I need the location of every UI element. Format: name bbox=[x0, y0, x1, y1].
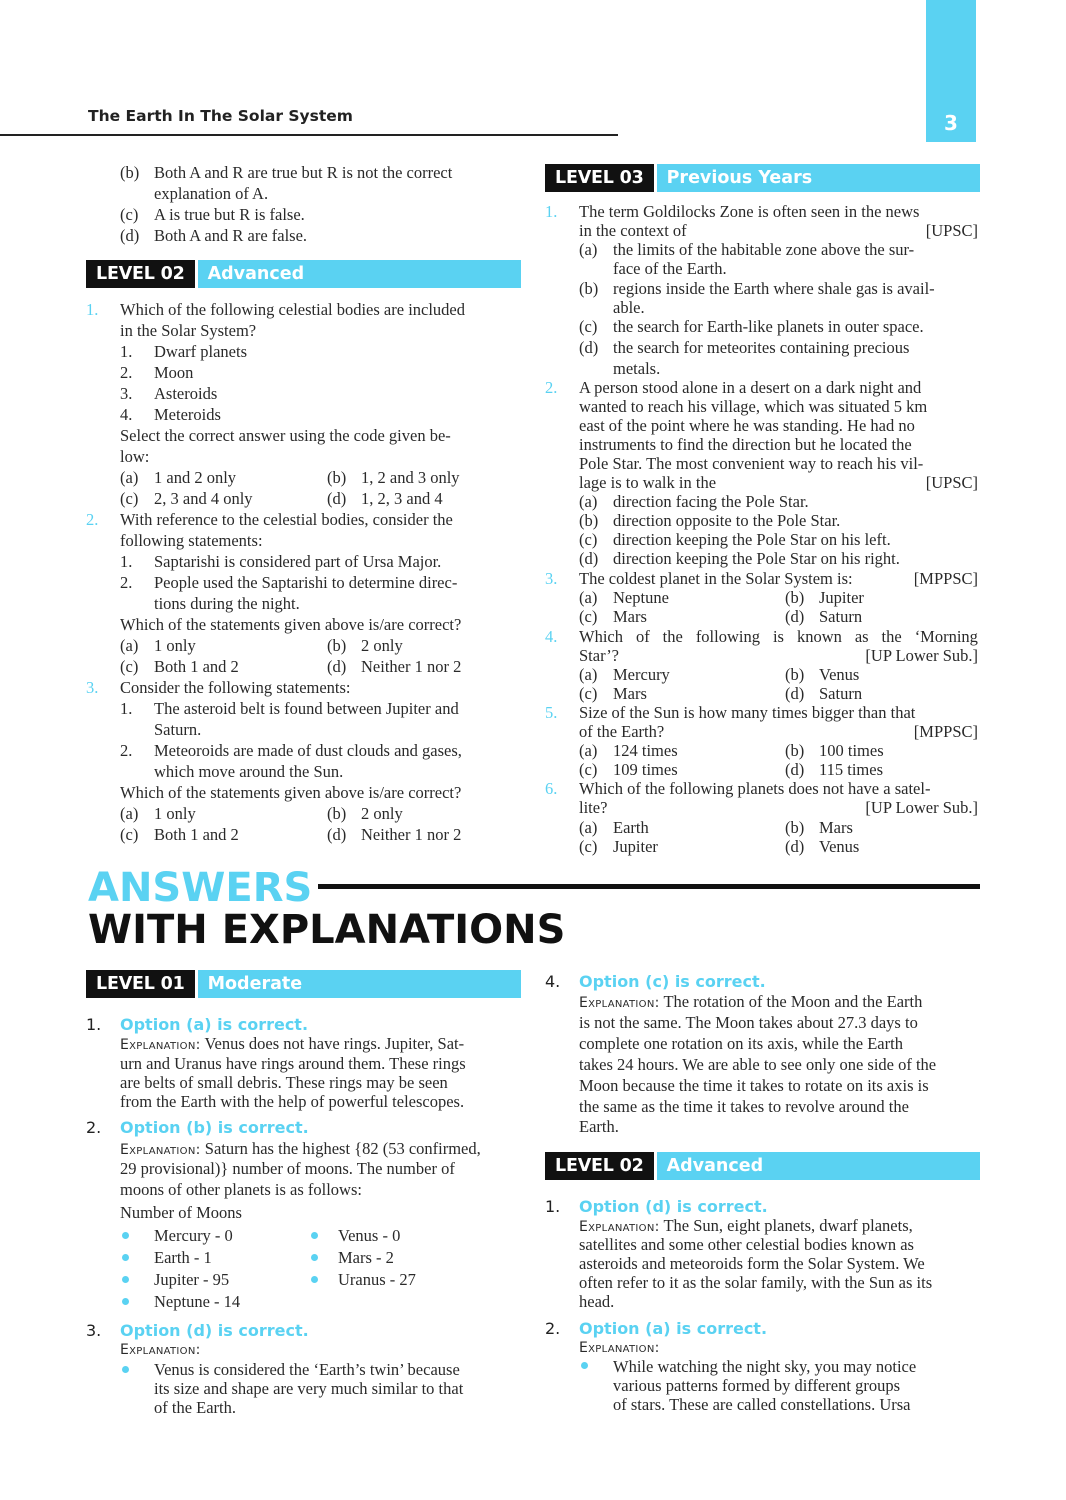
option-label: (b) bbox=[785, 665, 805, 684]
explanation-text: 29 provisional)} number of moons. The number of bbox=[120, 1159, 455, 1178]
explanation-text: head. bbox=[579, 1292, 615, 1311]
answers-subtitle: WITH EXPLANATIONS bbox=[88, 907, 566, 953]
exam-tag: [MPPSC] bbox=[913, 722, 978, 741]
explanation-text: Venus is considered the ‘Earth’s twin’ because bbox=[154, 1360, 460, 1379]
item-number: 3. bbox=[120, 384, 133, 403]
bullet-icon bbox=[122, 1254, 129, 1261]
explanation-text: of stars. These are called constellations. Ursa bbox=[613, 1395, 911, 1414]
explanation-text: moons of other planets is as follows: bbox=[120, 1180, 362, 1199]
level-label: LEVEL 02 bbox=[545, 1152, 654, 1180]
option-text: direction opposite to the Pole Star. bbox=[613, 511, 841, 530]
option-label: (c) bbox=[120, 205, 139, 224]
question-number: 6. bbox=[545, 779, 558, 798]
explanation-text: often refer to it as the solar family, with the Sun as its bbox=[579, 1273, 933, 1292]
question-line bbox=[579, 568, 978, 589]
question-line bbox=[579, 645, 978, 666]
question-number: 1. bbox=[545, 202, 558, 221]
option-text: able. bbox=[613, 298, 645, 317]
level-label: LEVEL 01 bbox=[86, 970, 195, 998]
option-label: (a) bbox=[579, 492, 598, 511]
question-text: Star’? bbox=[579, 646, 620, 665]
option-label: (d) bbox=[785, 684, 805, 703]
explanation-text: urn and Uranus have rings around them. These rings bbox=[120, 1054, 466, 1073]
option-text: Neither 1 nor 2 bbox=[361, 825, 462, 844]
moon-count: Venus - 0 bbox=[338, 1226, 401, 1245]
option-text: 109 times bbox=[613, 760, 678, 779]
answer-number: 2. bbox=[86, 1118, 102, 1137]
option-label: (c) bbox=[579, 530, 598, 549]
explanation-line bbox=[579, 991, 980, 1014]
answer-heading: Option (d) is correct. bbox=[120, 1321, 309, 1340]
question-text: Which of the statements given above is/are correct? bbox=[120, 783, 462, 802]
option-text: direction facing the Pole Star. bbox=[613, 492, 809, 511]
option-label: (b) bbox=[120, 163, 140, 182]
option-text: Neptune bbox=[613, 588, 669, 607]
level-banner-previous-years bbox=[545, 164, 980, 192]
option-text: 2 only bbox=[361, 804, 403, 823]
question-number: 2. bbox=[545, 378, 558, 397]
question-text: The coldest planet in the Solar System is: bbox=[579, 569, 853, 588]
option-text: Venus bbox=[819, 837, 860, 856]
option-label: (d) bbox=[327, 657, 347, 676]
option-label: (b) bbox=[327, 468, 347, 487]
bullet-icon bbox=[311, 1254, 318, 1261]
level-banner-moderate bbox=[86, 970, 521, 998]
level-title: Moderate bbox=[198, 970, 521, 998]
option-text: face of the Earth. bbox=[613, 259, 727, 278]
exam-tag: [UP Lower Sub.] bbox=[865, 646, 978, 665]
question-text: Size of the Sun is how many times bigger than that bbox=[579, 703, 916, 722]
statement-text: Saptarishi is considered part of Ursa Major. bbox=[154, 552, 442, 571]
statement-text: Saturn. bbox=[154, 720, 202, 739]
option-label: (d) bbox=[327, 825, 347, 844]
option-text: Neither 1 nor 2 bbox=[361, 657, 462, 676]
item-number: 4. bbox=[120, 405, 133, 424]
bullet-icon bbox=[122, 1298, 129, 1305]
question-line bbox=[579, 797, 978, 818]
moon-count: Earth - 1 bbox=[154, 1248, 212, 1267]
answer-heading: Option (d) is correct. bbox=[579, 1197, 768, 1216]
answer-heading: Option (c) is correct. bbox=[579, 972, 766, 991]
explanation-text: asteroids and meteoroids form the Solar System. We bbox=[579, 1254, 925, 1273]
question-text: east of the point where he was standing. He had no bbox=[579, 416, 915, 435]
answer-number: 1. bbox=[86, 1015, 102, 1034]
option-label: (a) bbox=[120, 804, 139, 823]
explanation-text: satellites and some other celestial bodies known as bbox=[579, 1235, 914, 1254]
option-label: (d) bbox=[579, 338, 599, 357]
explanation-text: its size and shape are very much similar to that bbox=[154, 1379, 464, 1398]
explanation-text: various patterns formed by different groups bbox=[613, 1376, 900, 1395]
option-label: (a) bbox=[120, 468, 139, 487]
level-title: Advanced bbox=[198, 260, 521, 288]
answer-number: 3. bbox=[86, 1321, 102, 1340]
option-text: 2 only bbox=[361, 636, 403, 655]
bullet-icon bbox=[311, 1276, 318, 1283]
exam-tag: [UPSC] bbox=[925, 221, 978, 240]
explanation-label: Explanation: bbox=[120, 1037, 201, 1053]
option-label: (b) bbox=[785, 741, 805, 760]
question-text: of the Earth? bbox=[579, 722, 665, 741]
question-text: Which of the following celestial bodies are included bbox=[120, 300, 466, 319]
moon-count: Mercury - 0 bbox=[154, 1226, 233, 1245]
statement-text: People used the Saptarishi to determine direc- bbox=[154, 573, 458, 592]
explanation-text: Moon because the time it takes to rotate on its axis is bbox=[579, 1076, 929, 1095]
explanation-text: Saturn has the highest {82 (53 confirmed, bbox=[204, 1139, 481, 1158]
bullet-icon bbox=[122, 1366, 129, 1373]
item-number: 2. bbox=[120, 573, 133, 592]
explanation-text: is not the same. The Moon takes about 27.3 days to bbox=[579, 1013, 918, 1032]
explanation-text: The Sun, eight planets, dwarf planets, bbox=[663, 1216, 913, 1235]
question-text: Which of the statements given above is/are correct? bbox=[120, 615, 462, 634]
level-banner-advanced bbox=[86, 260, 521, 288]
exam-tag: [UPSC] bbox=[925, 473, 978, 492]
answers-rule bbox=[318, 884, 980, 889]
item-text: Asteroids bbox=[154, 384, 218, 403]
moon-count: Uranus - 27 bbox=[338, 1270, 416, 1289]
question-number: 2. bbox=[86, 510, 99, 529]
item-number: 1. bbox=[120, 699, 133, 718]
option-label: (c) bbox=[579, 837, 598, 856]
question-text: wanted to reach his village, which was situated 5 km bbox=[579, 397, 928, 416]
moon-count: Mars - 2 bbox=[338, 1248, 394, 1267]
question-text: Which of the following is known as the ‘Morning bbox=[579, 627, 978, 646]
statement-text: which move around the Sun. bbox=[154, 762, 344, 781]
question-text: following statements: bbox=[120, 531, 263, 550]
item-text: Meteroids bbox=[154, 405, 221, 424]
explanation-text: Earth. bbox=[579, 1117, 619, 1136]
option-label: (b) bbox=[579, 511, 599, 530]
option-text: Jupiter bbox=[819, 588, 864, 607]
statement-text: The asteroid belt is found between Jupiter and bbox=[154, 699, 459, 718]
bullet-icon bbox=[122, 1276, 129, 1283]
explanation-text: While watching the night sky, you may notice bbox=[613, 1357, 917, 1376]
question-text: Select the correct answer using the code given be- bbox=[120, 426, 451, 445]
question-number: 4. bbox=[545, 627, 558, 646]
statement-text: tions during the night. bbox=[154, 594, 300, 613]
question-text: lage is to walk in the bbox=[579, 473, 717, 492]
question-text: in the Solar System? bbox=[120, 321, 257, 340]
option-label: (b) bbox=[327, 804, 347, 823]
option-label: (a) bbox=[579, 818, 598, 837]
option-label: (a) bbox=[579, 240, 598, 259]
option-label: (c) bbox=[120, 825, 139, 844]
answer-number: 2. bbox=[545, 1319, 561, 1338]
explanation-text: The rotation of the Moon and the Earth bbox=[663, 992, 923, 1011]
option-label: (c) bbox=[579, 684, 598, 703]
question-number: 5. bbox=[545, 703, 558, 722]
option-text: the search for meteorites containing precious bbox=[613, 338, 910, 357]
explanation-label: Explanation: bbox=[120, 1342, 201, 1358]
explanation-text: takes 24 hours. We are able to see only one side of the bbox=[579, 1055, 937, 1074]
question-line bbox=[579, 220, 978, 241]
option-text: Mercury bbox=[613, 665, 670, 684]
page-number: 3 bbox=[944, 111, 958, 135]
exam-tag: [UP Lower Sub.] bbox=[865, 798, 978, 817]
option-text: 1 only bbox=[154, 636, 196, 655]
item-number: 2. bbox=[120, 741, 133, 760]
bullet-icon bbox=[311, 1232, 318, 1239]
moon-count: Neptune - 14 bbox=[154, 1292, 241, 1311]
option-label: (b) bbox=[785, 588, 805, 607]
answer-number: 4. bbox=[545, 972, 561, 991]
option-text: 100 times bbox=[819, 741, 884, 760]
option-text: A is true but R is false. bbox=[154, 205, 305, 224]
answer-number: 1. bbox=[545, 1197, 561, 1216]
option-label: (a) bbox=[579, 588, 598, 607]
bullet-icon bbox=[581, 1362, 588, 1369]
page-number-tab bbox=[926, 0, 976, 142]
option-text: 115 times bbox=[819, 760, 884, 779]
explanation-label: Explanation: bbox=[579, 995, 660, 1011]
option-text: Mars bbox=[819, 818, 853, 837]
option-label: (c) bbox=[120, 657, 139, 676]
item-text: Moon bbox=[154, 363, 194, 382]
explanation-label: Explanation: bbox=[579, 1340, 660, 1356]
question-text: Consider the following statements: bbox=[120, 678, 351, 697]
item-number: 1. bbox=[120, 342, 133, 361]
running-header-title: The Earth In The Solar System bbox=[88, 107, 353, 125]
option-text: Earth bbox=[613, 818, 649, 837]
option-label: (c) bbox=[579, 317, 598, 336]
option-label: (a) bbox=[579, 741, 598, 760]
question-text: in the context of bbox=[579, 221, 687, 240]
item-number: 2. bbox=[120, 363, 133, 382]
answer-heading: Option (a) is correct. bbox=[579, 1319, 768, 1338]
option-label: (a) bbox=[579, 665, 598, 684]
option-label: (c) bbox=[579, 607, 598, 626]
explanation-label: Explanation: bbox=[120, 1142, 201, 1158]
option-text: 1, 2, 3 and 4 bbox=[361, 489, 443, 508]
question-text: instruments to find the direction but he located the bbox=[579, 435, 912, 454]
option-label: (b) bbox=[579, 279, 599, 298]
option-text: 124 times bbox=[613, 741, 678, 760]
level-title: Previous Years bbox=[657, 164, 980, 192]
option-text: explanation of A. bbox=[154, 184, 269, 203]
option-text: Both 1 and 2 bbox=[154, 825, 239, 844]
level-label: LEVEL 02 bbox=[86, 260, 195, 288]
option-label: (b) bbox=[327, 636, 347, 655]
question-number: 3. bbox=[545, 569, 558, 588]
option-label: (d) bbox=[785, 760, 805, 779]
explanation-text: Venus does not have rings. Jupiter, Sat- bbox=[204, 1034, 465, 1053]
question-text: Pole Star. The most convenient way to reach his vil- bbox=[579, 454, 924, 473]
level-banner-advanced-answers bbox=[545, 1152, 980, 1180]
explanation-text: the same as the time it takes to revolve around the bbox=[579, 1097, 909, 1116]
option-text: Both A and R are true but R is not the correct bbox=[154, 163, 453, 182]
question-line bbox=[579, 472, 978, 493]
header-rule bbox=[0, 134, 618, 136]
option-label: (d) bbox=[579, 549, 599, 568]
explanation-text: are belts of small debris. These rings may be seen bbox=[120, 1073, 448, 1092]
moons-title: Number of Moons bbox=[120, 1203, 242, 1222]
question-text: With reference to the celestial bodies, consider the bbox=[120, 510, 453, 529]
option-text: regions inside the Earth where shale gas is avail- bbox=[613, 279, 935, 298]
level-title: Advanced bbox=[657, 1152, 980, 1180]
question-text: The term Goldilocks Zone is often seen in the news bbox=[579, 202, 920, 221]
option-text: Saturn bbox=[819, 607, 863, 626]
option-label: (a) bbox=[120, 636, 139, 655]
level-label: LEVEL 03 bbox=[545, 164, 654, 192]
option-text: 1 and 2 only bbox=[154, 468, 237, 487]
option-text: direction keeping the Pole Star on his right. bbox=[613, 549, 900, 568]
option-text: 1 only bbox=[154, 804, 196, 823]
option-label: (d) bbox=[785, 607, 805, 626]
question-text: low: bbox=[120, 447, 150, 466]
statement-text: Meteoroids are made of dust clouds and gases, bbox=[154, 741, 462, 760]
option-text: Mars bbox=[613, 607, 647, 626]
explanation-text: of the Earth. bbox=[154, 1398, 237, 1417]
moon-count: Jupiter - 95 bbox=[154, 1270, 230, 1289]
option-label: (c) bbox=[120, 489, 139, 508]
question-number: 1. bbox=[86, 300, 99, 319]
question-text: lite? bbox=[579, 798, 608, 817]
explanation-text: from the Earth with the help of powerful telescopes. bbox=[120, 1092, 465, 1111]
item-number: 1. bbox=[120, 552, 133, 571]
item-text: Dwarf planets bbox=[154, 342, 248, 361]
bullet-icon bbox=[122, 1232, 129, 1239]
option-label: (c) bbox=[579, 760, 598, 779]
option-text: the search for Earth-like planets in outer space. bbox=[613, 317, 924, 336]
answer-heading: Option (a) is correct. bbox=[120, 1015, 309, 1034]
option-text: 2, 3 and 4 only bbox=[154, 489, 253, 508]
option-label: (d) bbox=[327, 489, 347, 508]
answers-title: ANSWERS bbox=[88, 865, 313, 911]
question-text: A person stood alone in a desert on a dark night and bbox=[579, 378, 922, 397]
option-text: Venus bbox=[819, 665, 860, 684]
question-number: 3. bbox=[86, 678, 99, 697]
option-text: Mars bbox=[613, 684, 647, 703]
question-line bbox=[579, 721, 978, 742]
option-text: 1, 2 and 3 only bbox=[361, 468, 460, 487]
exam-tag: [MPPSC] bbox=[913, 569, 978, 588]
option-text: the limits of the habitable zone above the sur- bbox=[613, 240, 915, 259]
option-label: (d) bbox=[785, 837, 805, 856]
option-text: metals. bbox=[613, 359, 661, 378]
option-label: (b) bbox=[785, 818, 805, 837]
question-text: Which of the following planets does not have a satel- bbox=[579, 779, 931, 798]
answer-heading: Option (b) is correct. bbox=[120, 1118, 309, 1137]
option-text: direction keeping the Pole Star on his left. bbox=[613, 530, 891, 549]
option-text: Both A and R are false. bbox=[154, 226, 308, 245]
option-text: Both 1 and 2 bbox=[154, 657, 239, 676]
option-label: (d) bbox=[120, 226, 140, 245]
option-text: Saturn bbox=[819, 684, 863, 703]
option-text: Jupiter bbox=[613, 837, 658, 856]
explanation-label: Explanation: bbox=[579, 1219, 660, 1235]
explanation-text: complete one rotation on its axis, while the Earth bbox=[579, 1034, 903, 1053]
